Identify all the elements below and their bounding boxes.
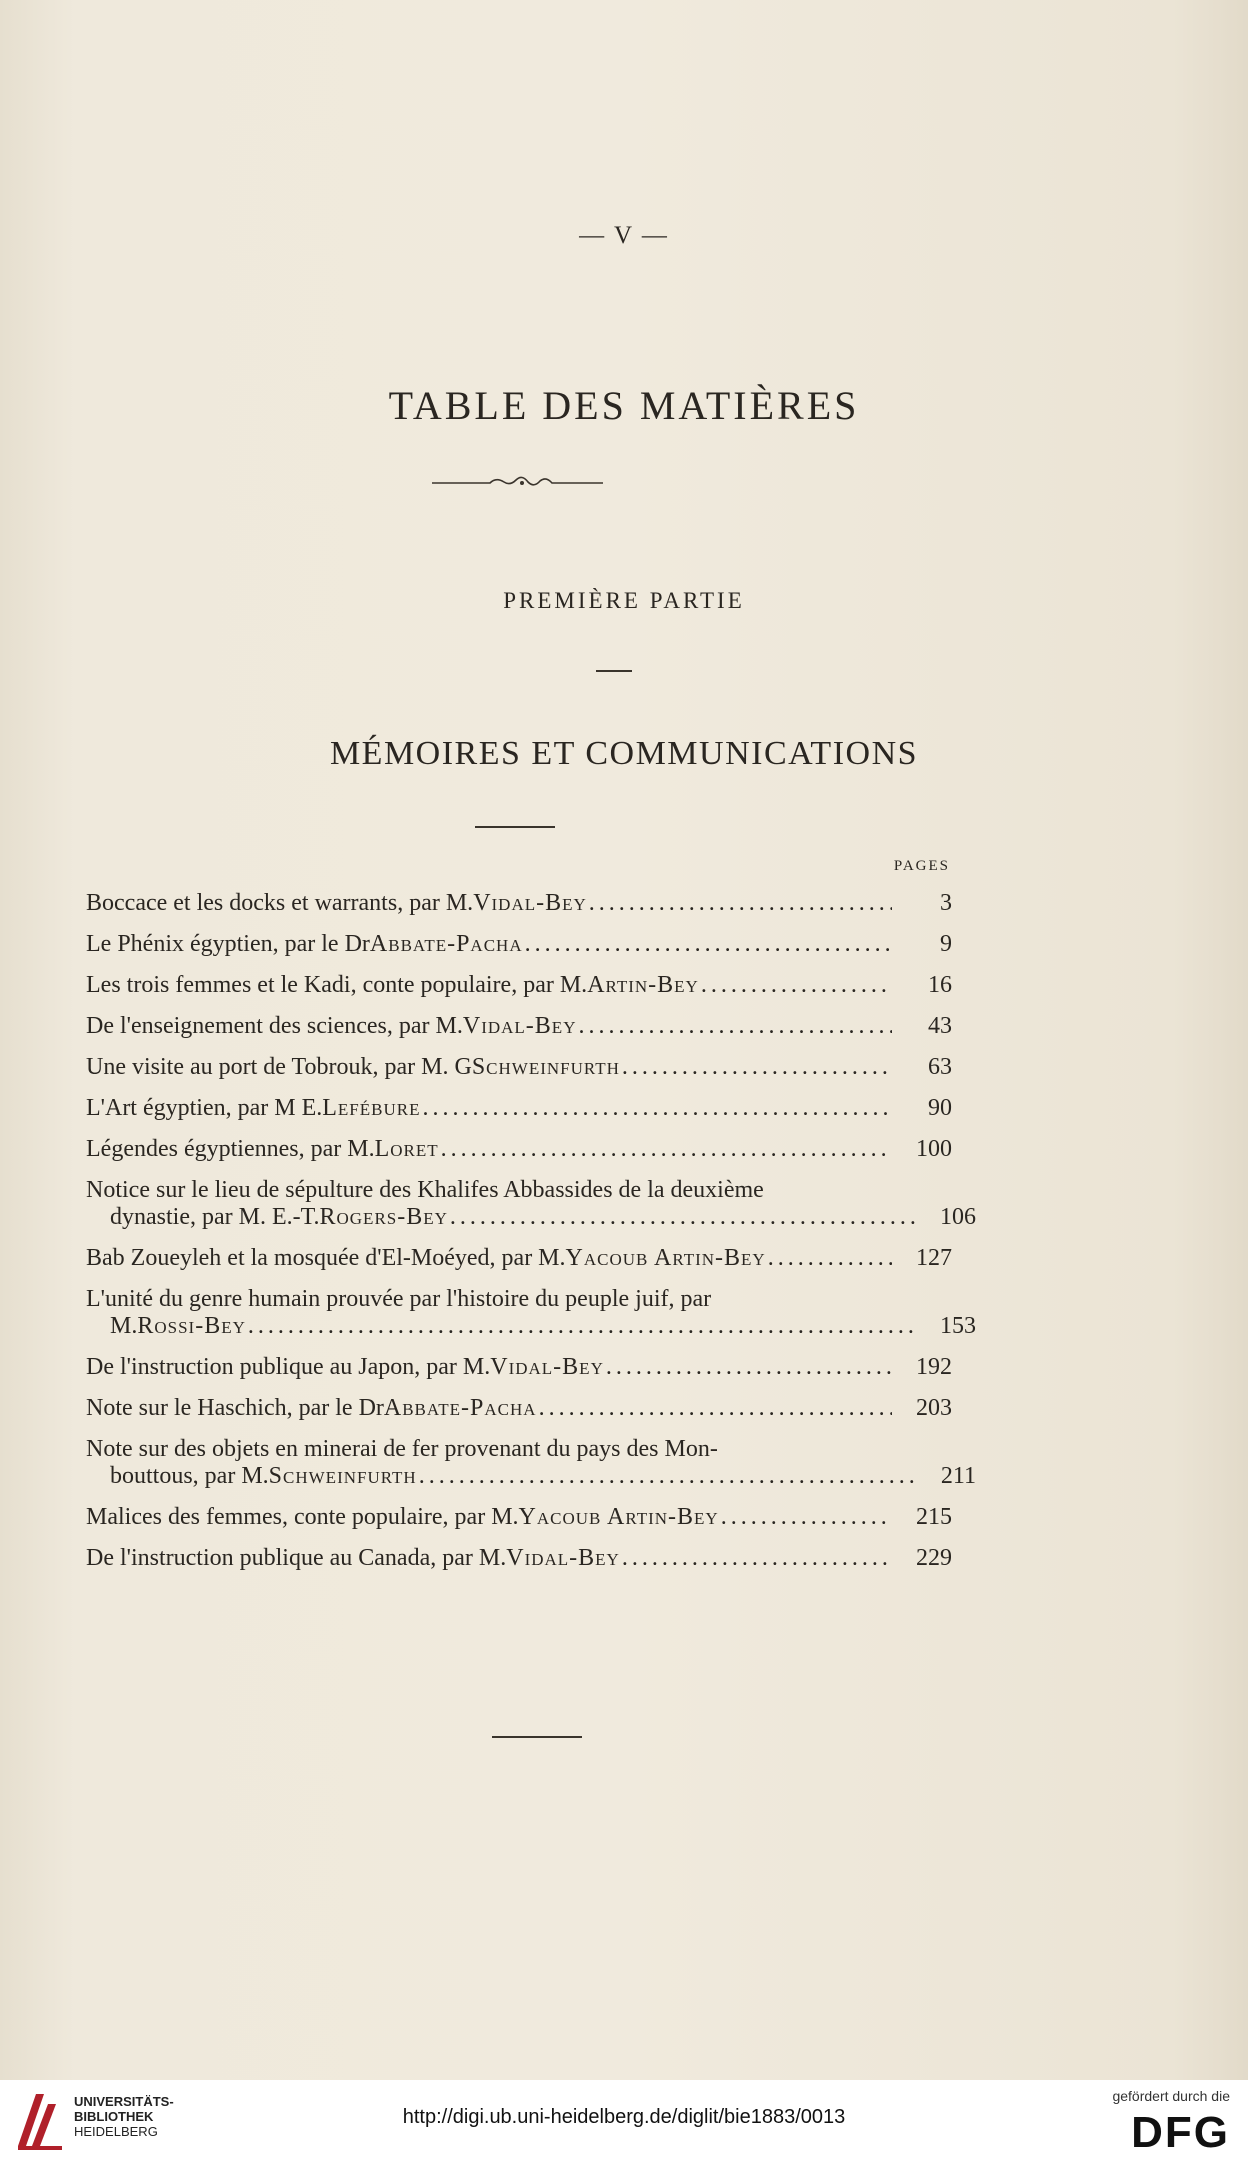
entry-page: 100 bbox=[916, 1136, 952, 1162]
page-title: TABLE DES MATIÈRES bbox=[388, 383, 860, 428]
toc-entry bbox=[86, 1245, 952, 1272]
entry-page: 127 bbox=[916, 1245, 952, 1271]
entry-text: Bab Zoueyleh et la mosquée d'El-Moéyed, par M. bbox=[86, 1245, 566, 1271]
toc-entry bbox=[86, 1504, 952, 1531]
entry-text: Boccace et les docks et warrants, par M. bbox=[86, 890, 474, 916]
toc-entry bbox=[86, 1054, 952, 1081]
entry-text: Malices des femmes, conte populaire, par M. bbox=[86, 1504, 519, 1530]
table-of-contents bbox=[86, 890, 976, 1586]
entry-text: M. bbox=[110, 1313, 138, 1339]
funding-note: gefördert durch die bbox=[1112, 2088, 1230, 2104]
toc-entry bbox=[86, 972, 952, 999]
rule-bottom bbox=[492, 1736, 582, 1738]
entry-text: Une visite au port de Tobrouk, par M. G bbox=[86, 1054, 472, 1080]
entry-page: 192 bbox=[916, 1354, 952, 1380]
entry-text: De l'instruction publique au Japon, par M. bbox=[86, 1354, 491, 1380]
entry-text: Note sur le Haschich, par le Dr bbox=[86, 1395, 384, 1421]
entry-author: Yacoub Artin-Bey bbox=[565, 1245, 766, 1271]
entry-page: 229 bbox=[916, 1545, 952, 1571]
library-line-2: BIBLIOTHEK bbox=[74, 2109, 154, 2124]
entry-page: 9 bbox=[940, 931, 952, 957]
page-number: — V — bbox=[579, 222, 669, 249]
rule-short bbox=[596, 670, 632, 672]
entry-author: Loret bbox=[374, 1136, 439, 1162]
entry-text: Le Phénix égyptien, par le Dr bbox=[86, 931, 370, 957]
library-line-3: HEIDELBERG bbox=[74, 2124, 158, 2139]
toc-entry bbox=[86, 1013, 952, 1040]
pages-column-label: PAGES bbox=[893, 858, 950, 874]
entry-author: Schweinfurth bbox=[268, 1463, 417, 1489]
entry-author: Yacoub Artin-Bey bbox=[518, 1504, 719, 1530]
entry-page: 215 bbox=[916, 1504, 952, 1530]
entry-author: Lefébure bbox=[322, 1095, 421, 1121]
entry-page: 3 bbox=[940, 890, 952, 916]
ornament-divider bbox=[430, 470, 605, 496]
entry-text: dynastie, par M. E.-T. bbox=[110, 1204, 320, 1230]
entry-page: 211 bbox=[940, 1463, 976, 1489]
entry-text-line1: Notice sur le lieu de sépulture des Khalifes Abbassides de la deuxième bbox=[86, 1177, 764, 1203]
entry-page: 203 bbox=[916, 1395, 952, 1421]
entry-author: Schweinfurth bbox=[471, 1054, 620, 1080]
entry-author: Abbate-Pacha bbox=[383, 1395, 537, 1421]
toc-entry bbox=[86, 1545, 952, 1572]
entry-text: Légendes égyptiennes, par M. bbox=[86, 1136, 375, 1162]
entry-text: De l'enseignement des sciences, par M. bbox=[86, 1013, 463, 1039]
entry-text-line1: Note sur des objets en minerai de fer provenant du pays des Mon- bbox=[86, 1436, 718, 1462]
library-line-1: UNIVERSITÄTS- bbox=[74, 2094, 174, 2109]
entry-author: Rossi-Bey bbox=[137, 1313, 246, 1339]
permalink-url[interactable]: http://digi.ub.uni-heidelberg.de/diglit/bie1883/0013 bbox=[402, 2106, 846, 2128]
toc-entry bbox=[86, 1095, 952, 1122]
entry-text: L'Art égyptien, par M E. bbox=[86, 1095, 323, 1121]
entry-author: Artin-Bey bbox=[587, 972, 699, 998]
toc-entry bbox=[86, 1436, 976, 1490]
entry-page: 63 bbox=[928, 1054, 952, 1080]
toc-entry bbox=[86, 931, 952, 958]
entry-text: bouttous, par M. bbox=[110, 1463, 269, 1489]
section-heading: MÉMOIRES ET COMMUNICATIONS bbox=[329, 735, 919, 772]
toc-entry bbox=[86, 1354, 952, 1381]
entry-page: 43 bbox=[928, 1013, 952, 1039]
rule-medium bbox=[475, 826, 555, 828]
entry-page: 16 bbox=[928, 972, 952, 998]
entry-author: Vidal-Bey bbox=[473, 890, 587, 916]
entry-text: Les trois femmes et le Kadi, conte populaire, par M. bbox=[86, 972, 588, 998]
dfg-logo: DFG bbox=[1131, 2108, 1230, 2157]
toc-entry bbox=[86, 890, 952, 917]
entry-text-line1: L'unité du genre humain prouvée par l'histoire du peuple juif, par bbox=[86, 1286, 712, 1312]
entry-author: Vidal-Bey bbox=[462, 1013, 577, 1039]
toc-entry bbox=[86, 1136, 952, 1163]
toc-entry bbox=[86, 1177, 976, 1231]
entry-text: De l'instruction publique au Canada, par M. bbox=[86, 1545, 507, 1571]
entry-author: Vidal-Bey bbox=[490, 1354, 604, 1380]
toc-entry bbox=[86, 1286, 976, 1340]
part-heading: PREMIÈRE PARTIE bbox=[503, 588, 745, 613]
entry-author: Abbate-Pacha bbox=[369, 931, 523, 957]
entry-author: Vidal-Bey bbox=[506, 1545, 620, 1571]
entry-author: Rogers-Bey bbox=[319, 1204, 448, 1230]
entry-page: 153 bbox=[940, 1313, 976, 1339]
toc-entry bbox=[86, 1395, 952, 1422]
entry-page: 106 bbox=[940, 1204, 976, 1230]
entry-page: 90 bbox=[928, 1095, 952, 1121]
